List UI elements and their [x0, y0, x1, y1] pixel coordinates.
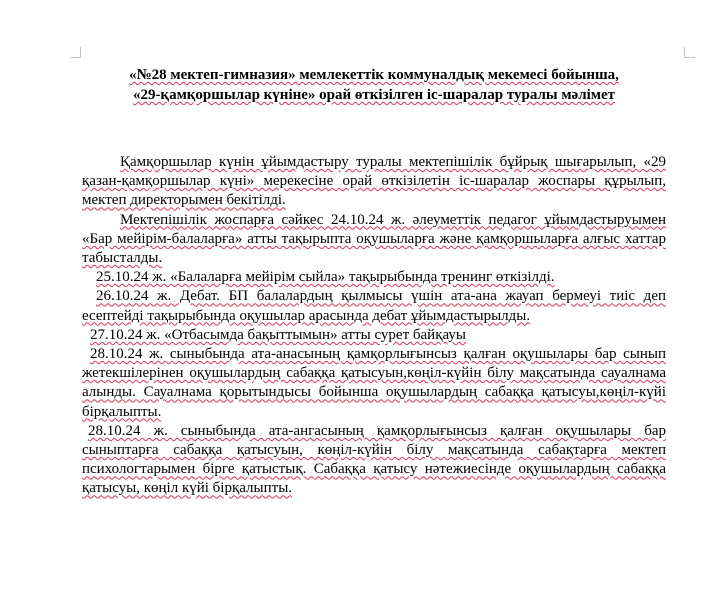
title-line-1: «№28 мектеп-гимназия» мемлекеттік коммуналдық мекемесі бойынша,	[129, 67, 619, 83]
paragraph: Қамқоршылар күнін ұйымдастыру туралы мектепішілік бұйрық шығарылып, «29 қазан-қамқоршылар күні» мерекесіне орай өткізілетін іс-шаралар жоспары құрылып, мектеп директорымен бекітілді.	[82, 154, 666, 209]
document-body	[82, 153, 666, 499]
paragraph: 25.10.24 ж. «Балаларға мейірім сыйла» тақырыбында тренинг өткізілді.	[96, 269, 555, 286]
title-line-2: «29-қамқоршылар күніне» орай өткізілген іс-шаралар туралы мәлімет	[132, 87, 616, 103]
document-page	[82, 65, 666, 499]
document-title	[82, 65, 666, 105]
page-margin-corner-right	[684, 47, 695, 58]
paragraph: 27.10.24 ж. «Отбасымда бақыттымын» атты сурет байқауы	[90, 326, 466, 343]
page-margin-corner-left	[70, 47, 81, 58]
paragraph: 28.10.24 ж. сыныбында ата-анасының қамқорлығынсыз қалған оқушылары бар сынып жетекшілерінен оқушылардың сабаққа қатысуын,көңіл-күйін білу мақсатында сауалнама алынды. Сауалнама қорытындысы бойынша оқушылардың сабаққа қатысуы,көңіл-күйі бірқалыпты.	[82, 346, 666, 420]
paragraph: 28.10.24 ж. сыныбында ата-ангасының қамқорлығынсыз қалған оқушылары бар сыныптарға сабаққа қатысуын, көңіл-күйін білу мақсатында сабақтарға мектеп психологтарымен бірге қатыстық. Сабаққа қатысу нәтежиесінде оқушылардың сабаққа қатысуы, көңіл күйі бірқалыпты.	[82, 422, 666, 497]
paragraph: Мектепішілік жоспарға сәйкес 24.10.24 ж. әлеуметтік педагог ұйымдастыруымен «Бар мейірім-балаларға» атты тақырыпта оқушыларға және қамқоршыларға алғыс хаттар табысталды.	[82, 211, 666, 267]
paragraph: 26.10.24 ж. Дебат. БП балалардың қылмысы үшін ата-ана жауап бермеуі тиіс деп есептейді тақырыбында оқушылар арасында дебат ұйымдастырылды.	[82, 288, 666, 324]
